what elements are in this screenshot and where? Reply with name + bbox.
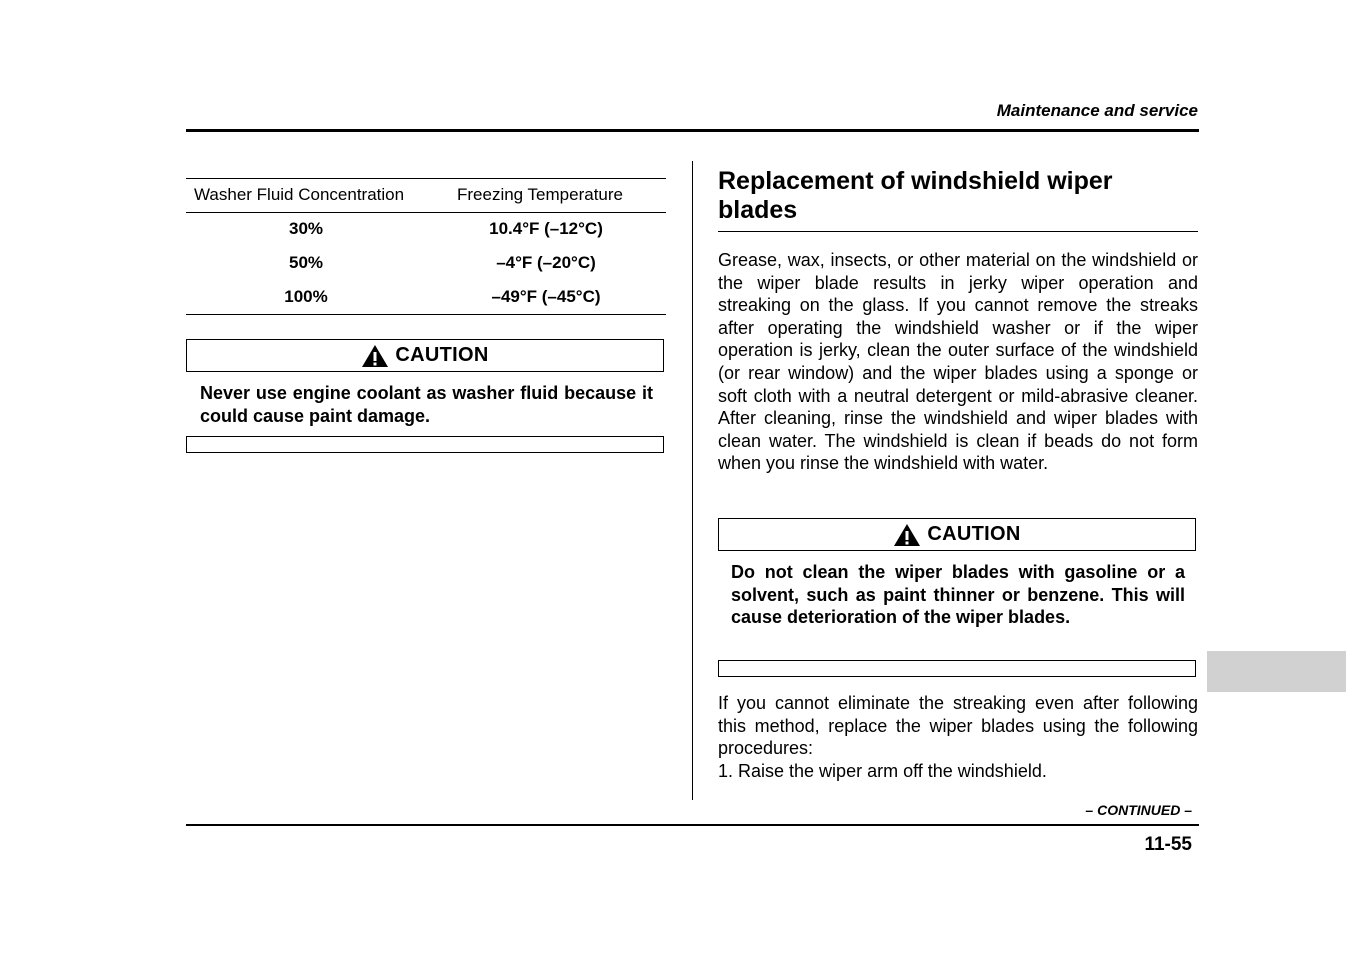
table-cell-temperature: –49°F (–45°C): [491, 287, 601, 306]
table-bottom-rule: [186, 314, 666, 315]
table-cell-temperature: 10.4°F (–12°C): [489, 219, 603, 238]
caution-text: Never use engine coolant as washer fluid because it could cause paint damage.: [200, 383, 653, 426]
body-paragraph: If you cannot eliminate the streaking even after following this method, replace the wiper blades using the following procedures:: [718, 693, 1198, 759]
table-cell-concentration: 100%: [284, 287, 328, 306]
column-divider: [692, 161, 693, 800]
continued-note: – CONTINUED –: [1085, 802, 1192, 818]
table-header-freezing-temp: Freezing Temperature: [457, 185, 623, 204]
section-heading: Replacement of windshield wiper blades: [718, 167, 1113, 224]
caution-label: CAUTION: [927, 523, 1021, 545]
caution-label: CAUTION: [395, 344, 489, 366]
table-top-rule: [186, 178, 666, 179]
header-rule: [186, 129, 1199, 132]
caution-end-box: [186, 436, 664, 453]
warning-triangle-icon: [893, 523, 921, 547]
table-cell-concentration: 30%: [288, 219, 324, 238]
warning-triangle-icon: [361, 344, 389, 368]
table-header-rule: [186, 212, 666, 213]
table-cell-temperature: –4°F (–20°C): [496, 253, 596, 272]
table-cell-concentration: 50%: [288, 253, 324, 272]
table-header-concentration: Washer Fluid Concentration: [194, 185, 405, 204]
heading-rule: [718, 231, 1198, 232]
footer-rule: [186, 824, 1199, 826]
caution-end-box: [718, 660, 1196, 677]
body-paragraph: Grease, wax, insects, or other material on the windshield or the wiper blade results in jerky wiper operation and streaking on the glass. If you cannot remove the streaks after operating the windshield washer or if the wiper operation is jerky, clean the outer surface of the windshield (or rear window) and the wiper blades using a sponge or soft cloth with a neutral detergent or mild-abrasive cleaner. After cleaning, rinse the windshield and wiper blades with clean water. The windshield is clean if beads do not form when you rinse the windshield with water.: [718, 250, 1198, 474]
running-header: Maintenance and service: [996, 101, 1198, 120]
caution-header-box: [186, 339, 664, 372]
page-number: 11-55: [1144, 834, 1192, 855]
procedure-step: 1. Raise the wiper arm off the windshield.: [718, 761, 1047, 781]
chapter-tab: [1207, 651, 1346, 692]
caution-header-box: [718, 518, 1196, 551]
caution-text: Do not clean the wiper blades with gasoline or a solvent, such as paint thinner or benzene. This will cause deterioration of the wiper blades.: [731, 562, 1185, 627]
